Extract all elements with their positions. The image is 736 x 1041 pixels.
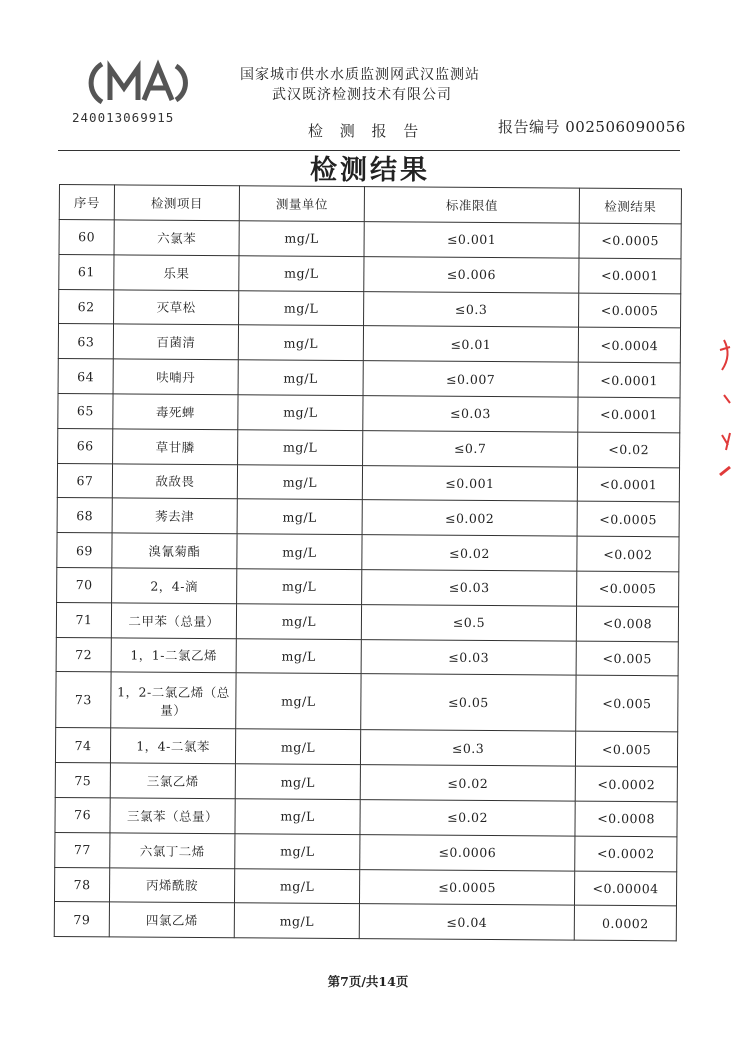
cma-logo bbox=[80, 58, 190, 108]
row-unit: mg/L bbox=[238, 360, 363, 396]
row-unit: mg/L bbox=[236, 604, 361, 640]
row-unit: mg/L bbox=[239, 221, 364, 257]
results-table bbox=[54, 184, 682, 941]
row-index: 60 bbox=[59, 220, 114, 255]
row-index: 77 bbox=[55, 832, 110, 867]
table-row bbox=[55, 728, 677, 767]
row-index: 71 bbox=[56, 602, 111, 637]
row-index: 65 bbox=[58, 393, 113, 428]
table-row bbox=[54, 902, 676, 941]
row-index: 72 bbox=[56, 637, 111, 672]
row-result: <0.005 bbox=[576, 641, 678, 677]
row-limit: ≤0.0006 bbox=[360, 834, 575, 870]
row-index: 62 bbox=[59, 289, 114, 324]
row-limit: ≤0.002 bbox=[362, 500, 577, 536]
row-unit: mg/L bbox=[238, 395, 363, 431]
row-limit: ≤0.007 bbox=[363, 361, 578, 397]
row-item: 草甘膦 bbox=[113, 429, 238, 465]
org-name-line2: 武汉既济检测技术有限公司 bbox=[272, 87, 452, 103]
row-result: <0.0001 bbox=[577, 467, 679, 503]
row-result: <0.0008 bbox=[575, 801, 677, 837]
row-result: <0.0002 bbox=[575, 766, 677, 802]
row-result: <0.008 bbox=[576, 606, 678, 642]
header-unit: 测量单位 bbox=[239, 186, 364, 222]
row-item: 二甲苯（总量） bbox=[111, 603, 236, 639]
row-limit: ≤0.001 bbox=[362, 465, 577, 501]
row-index: 74 bbox=[55, 728, 110, 763]
row-limit: ≤0.03 bbox=[362, 570, 577, 606]
row-limit: ≤0.05 bbox=[361, 674, 576, 731]
row-item: 六氯丁二烯 bbox=[110, 833, 235, 869]
row-result: <0.0005 bbox=[579, 223, 681, 259]
table-row bbox=[57, 463, 679, 502]
row-limit: ≤0.02 bbox=[360, 800, 575, 836]
logo-number: 240013069915 bbox=[72, 110, 175, 125]
report-number: 报告编号 002506090056 bbox=[498, 118, 686, 136]
row-result: <0.005 bbox=[576, 675, 678, 732]
report-title: 检 测 报 告 bbox=[308, 122, 425, 140]
row-item: 百菌清 bbox=[113, 324, 238, 360]
table-row bbox=[59, 220, 681, 259]
row-index: 70 bbox=[57, 567, 112, 602]
row-unit: mg/L bbox=[239, 256, 364, 292]
table-row bbox=[58, 393, 680, 432]
row-item: 1，1-二氯乙烯 bbox=[111, 637, 236, 673]
row-index: 68 bbox=[57, 498, 112, 533]
row-item: 三氯苯（总量） bbox=[110, 798, 235, 834]
row-unit: mg/L bbox=[234, 903, 359, 939]
row-result: <0.0001 bbox=[579, 258, 681, 294]
header-limit: 标准限值 bbox=[364, 187, 579, 224]
table-row bbox=[55, 797, 677, 836]
row-item: 1，2-二氯乙烯（总量） bbox=[111, 672, 236, 729]
row-result: <0.0001 bbox=[578, 397, 680, 433]
row-item: 溴氰菊酯 bbox=[112, 533, 237, 569]
table-row bbox=[59, 254, 681, 293]
table-row bbox=[54, 867, 676, 906]
row-limit: ≤0.006 bbox=[364, 256, 579, 292]
table-row bbox=[58, 324, 680, 363]
row-result: <0.0005 bbox=[579, 293, 681, 329]
table-header-row bbox=[59, 185, 681, 224]
row-unit: mg/L bbox=[237, 499, 362, 535]
row-item: 莠去津 bbox=[112, 498, 237, 534]
row-unit: mg/L bbox=[236, 673, 361, 730]
row-unit: mg/L bbox=[238, 325, 363, 361]
row-unit: mg/L bbox=[239, 290, 364, 326]
row-index: 64 bbox=[58, 359, 113, 394]
section-title: 检测结果 bbox=[310, 155, 430, 186]
row-unit: mg/L bbox=[237, 464, 362, 500]
row-limit: ≤0.02 bbox=[362, 535, 577, 571]
table-row bbox=[58, 428, 680, 467]
row-result: <0.005 bbox=[575, 731, 677, 767]
row-item: 敌敌畏 bbox=[112, 463, 237, 499]
row-unit: mg/L bbox=[235, 833, 360, 869]
row-index: 66 bbox=[58, 428, 113, 463]
row-item: 四氯乙烯 bbox=[109, 902, 234, 938]
row-limit: ≤0.5 bbox=[361, 604, 576, 640]
row-limit: ≤0.01 bbox=[363, 326, 578, 362]
row-item: 毒死蜱 bbox=[113, 394, 238, 430]
org-name-line1: 国家城市供水水质监测网武汉监测站 bbox=[240, 67, 480, 83]
row-result: <0.0002 bbox=[575, 836, 677, 872]
row-item: 丙烯酰胺 bbox=[109, 867, 234, 903]
table-row bbox=[55, 763, 677, 802]
row-index: 69 bbox=[57, 533, 112, 568]
row-unit: mg/L bbox=[236, 638, 361, 674]
row-item: 1，4-二氯苯 bbox=[110, 728, 235, 764]
row-result: 0.0002 bbox=[574, 905, 676, 941]
row-limit: ≤0.0005 bbox=[359, 869, 574, 905]
row-result: <0.002 bbox=[577, 536, 679, 572]
row-item: 乐果 bbox=[114, 255, 239, 291]
header-result: 检测结果 bbox=[579, 188, 681, 224]
row-limit: ≤0.03 bbox=[361, 639, 576, 675]
row-unit: mg/L bbox=[237, 569, 362, 605]
row-unit: mg/L bbox=[235, 764, 360, 800]
row-limit: ≤0.02 bbox=[360, 765, 575, 801]
row-limit: ≤0.3 bbox=[360, 730, 575, 766]
row-unit: mg/L bbox=[237, 534, 362, 570]
row-result: <0.0004 bbox=[578, 328, 680, 364]
row-index: 67 bbox=[57, 463, 112, 498]
page-number: 第7页/共14页 bbox=[327, 974, 409, 989]
table-row bbox=[58, 359, 680, 398]
row-item: 灭草松 bbox=[114, 289, 239, 325]
row-index: 61 bbox=[59, 254, 114, 289]
row-unit: mg/L bbox=[234, 868, 359, 904]
row-index: 78 bbox=[54, 867, 109, 902]
row-index: 73 bbox=[56, 672, 111, 728]
header-item: 检测项目 bbox=[114, 185, 239, 221]
table-row bbox=[56, 637, 678, 676]
table-row bbox=[57, 498, 679, 537]
row-index: 63 bbox=[58, 324, 113, 359]
row-item: 呋喃丹 bbox=[113, 359, 238, 395]
row-item: 六氯苯 bbox=[114, 220, 239, 256]
table-row bbox=[57, 533, 679, 572]
row-limit: ≤0.001 bbox=[364, 222, 579, 258]
row-limit: ≤0.03 bbox=[363, 396, 578, 432]
red-seal-stamp bbox=[716, 335, 736, 485]
table-row bbox=[55, 832, 677, 871]
table-row bbox=[57, 567, 679, 606]
table-row bbox=[59, 289, 681, 328]
table-row bbox=[56, 672, 678, 732]
header-index: 序号 bbox=[59, 185, 114, 220]
row-limit: ≤0.04 bbox=[359, 904, 574, 940]
row-result: <0.0005 bbox=[577, 571, 679, 607]
row-unit: mg/L bbox=[235, 729, 360, 765]
row-item: 三氯乙烯 bbox=[110, 763, 235, 799]
row-index: 75 bbox=[55, 763, 110, 798]
row-index: 79 bbox=[54, 902, 109, 937]
row-result: <0.00004 bbox=[574, 871, 676, 907]
row-limit: ≤0.7 bbox=[363, 430, 578, 466]
row-result: <0.0005 bbox=[577, 502, 679, 538]
row-limit: ≤0.3 bbox=[364, 291, 579, 327]
row-unit: mg/L bbox=[238, 430, 363, 466]
row-unit: mg/L bbox=[235, 799, 360, 835]
row-index: 76 bbox=[55, 797, 110, 832]
row-result: <0.02 bbox=[578, 432, 680, 468]
row-item: 2，4-滴 bbox=[112, 568, 237, 604]
table-row bbox=[56, 602, 678, 641]
row-result: <0.0001 bbox=[578, 362, 680, 398]
